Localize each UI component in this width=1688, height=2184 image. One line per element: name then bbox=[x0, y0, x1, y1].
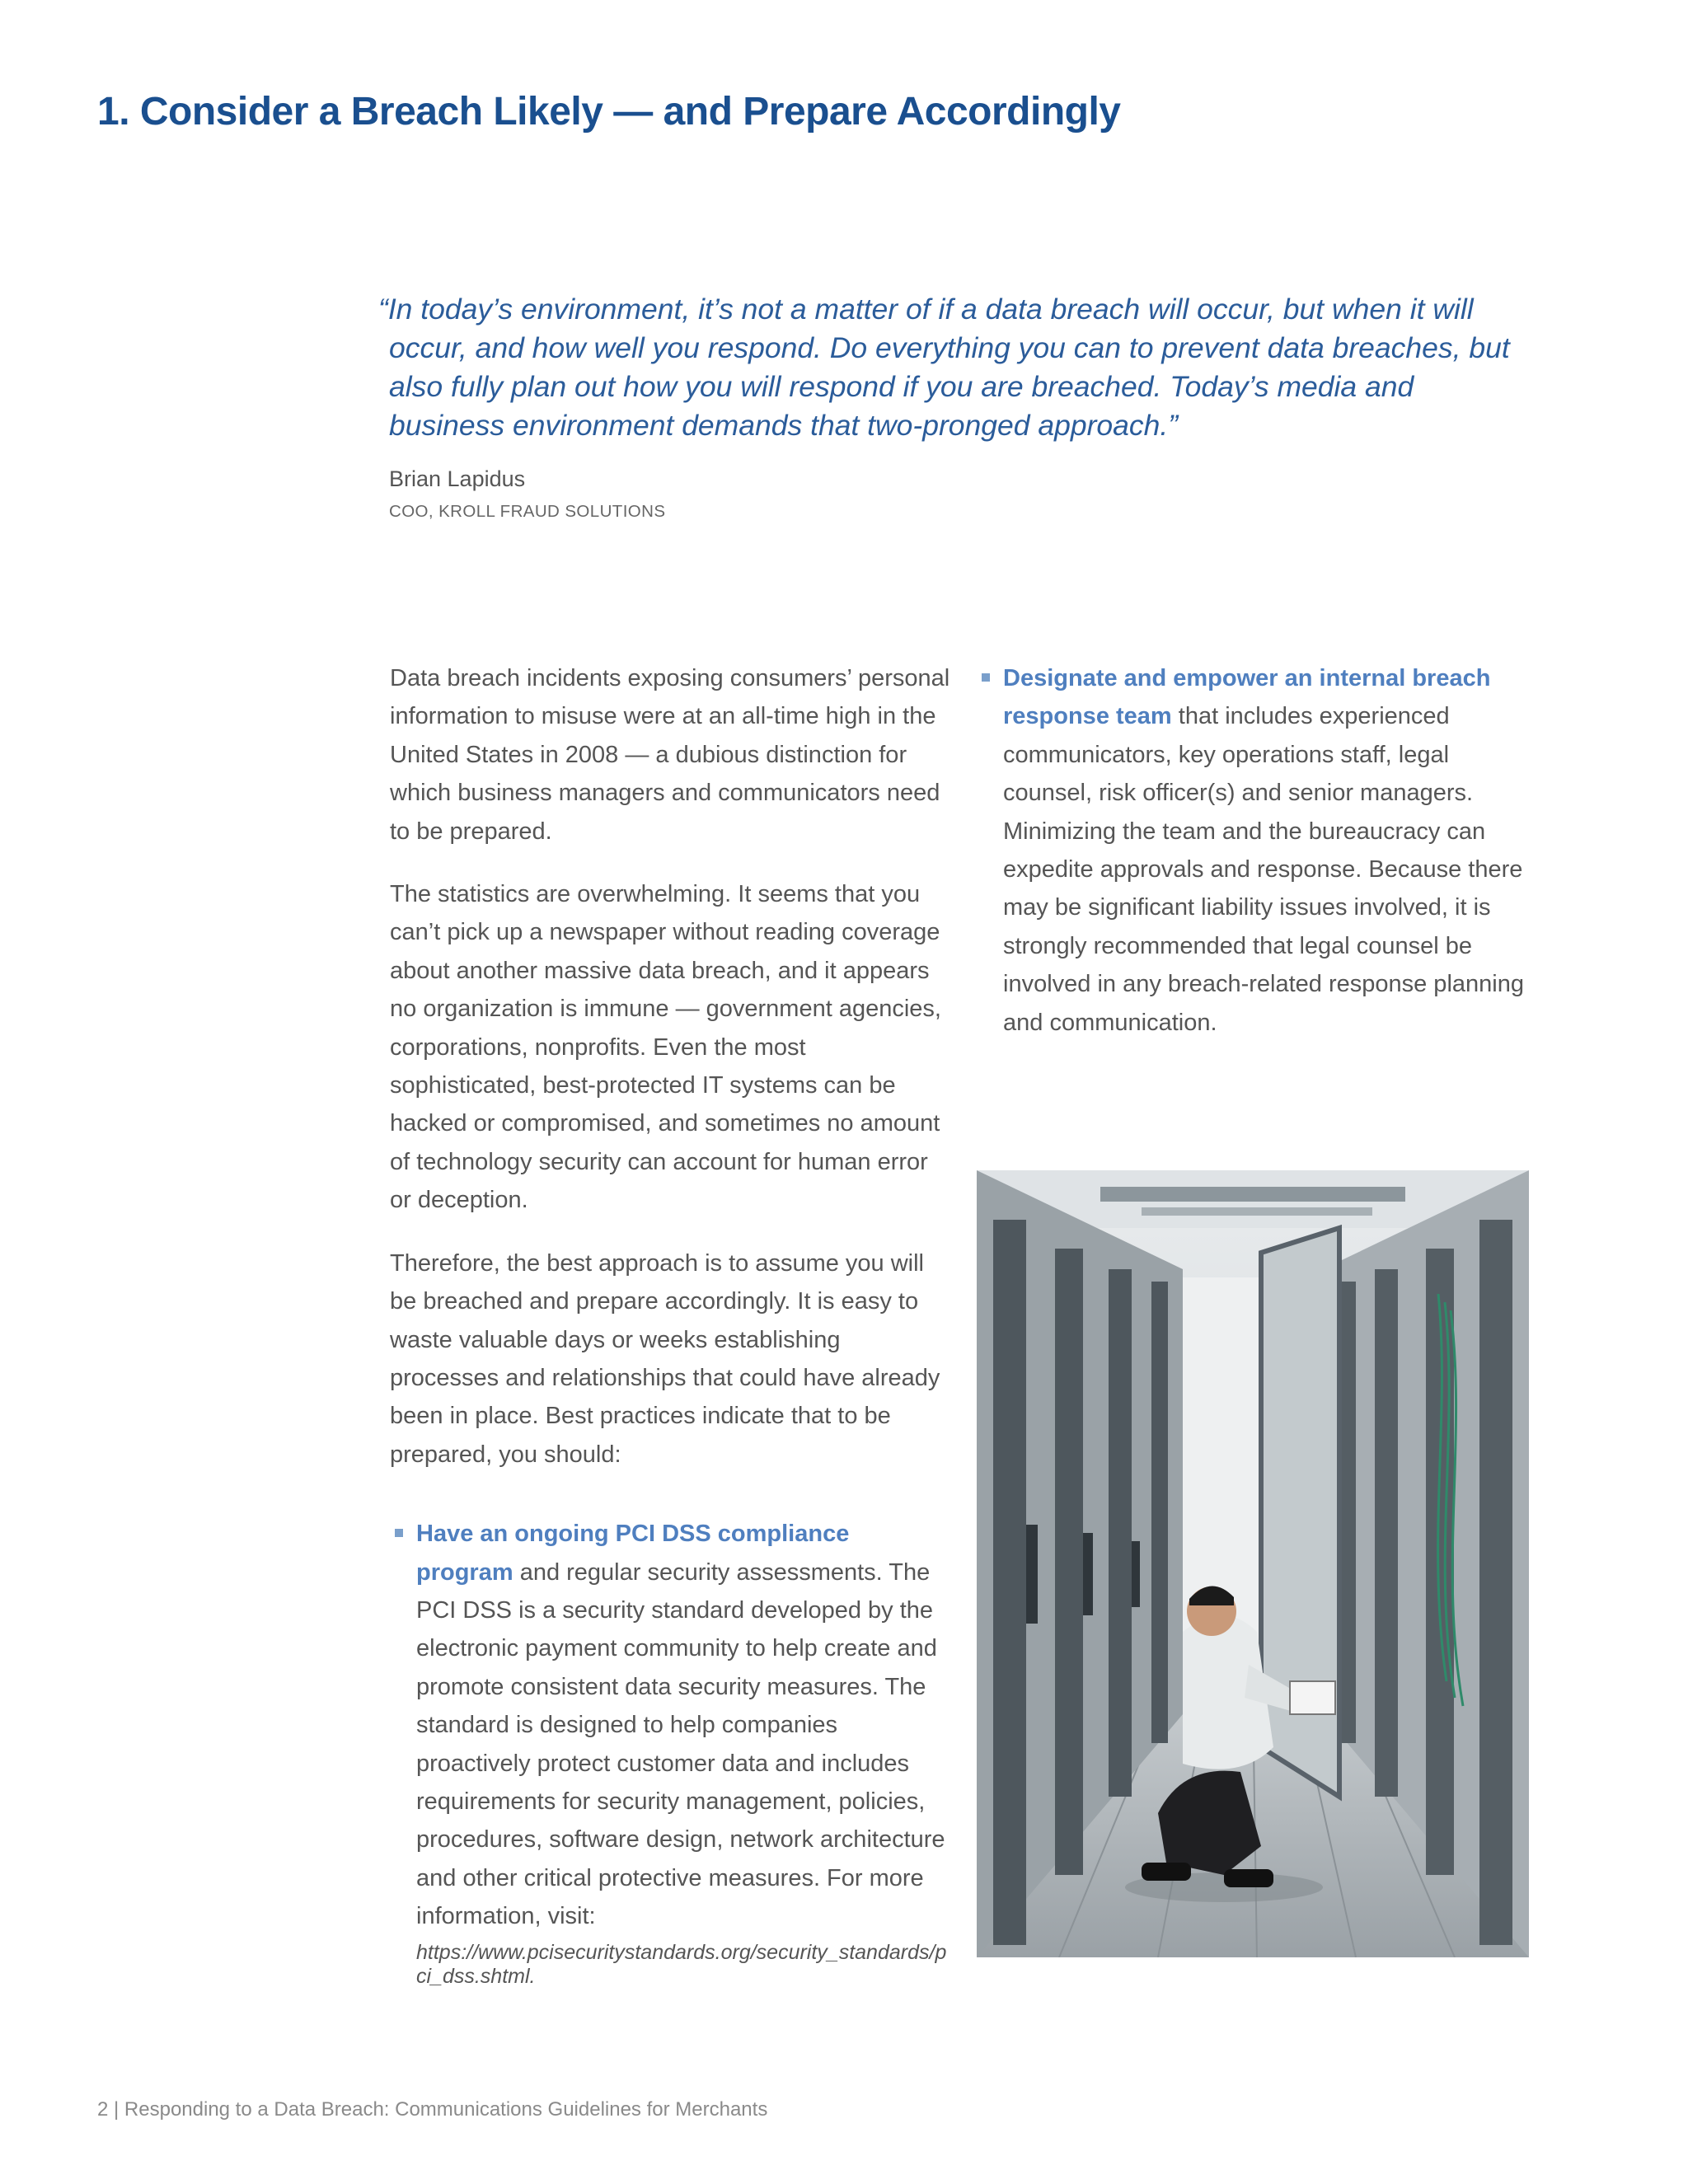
bullet-lead-text: Designate and empower an internal breach response team bbox=[1003, 665, 1491, 730]
bullet-pci-dss bbox=[390, 1515, 950, 1988]
bullet-response-team bbox=[977, 659, 1541, 1042]
body-paragraph: The statistics are overwhelming. It seems that you can’t pick up a newspaper without reading coverage about another massive data breach, and it appears no organization is immune — government agencies, corporations, nonprofits. Even the most sophisticated, best-protected IT systems can be hacked or compromised, and sometimes no amount of technology security can account for human error or deception. bbox=[390, 881, 941, 1214]
body-paragraph: Therefore, the best approach is to assume you will be breached and prepare accordingly. It is easy to waste valuable days or weeks establishing processes and relationships that could have already been in place. Best practices indicate that to be prepared, you should: bbox=[390, 1249, 940, 1468]
right-column bbox=[977, 659, 1541, 1042]
bullet-square-icon bbox=[982, 673, 990, 682]
bullet-body-text: and regular security assessments. The PCI DSS is a security standard developed by the electronic payment community to help create and promote consistent data security measures. The standard is designed to help companies proactively protect customer data and includes requirements for security management, policies, procedures, software design, network architecture and other critical protective measures. For more information, visit: bbox=[416, 1558, 945, 1930]
bullet-lead-text: Have an ongoing PCI DSS compliance program bbox=[416, 1521, 850, 1586]
quote-author: Brian Lapidus bbox=[389, 466, 526, 491]
pci-dss-url-link[interactable]: https://www.pcisecuritystandards.org/security_standards/pci_dss.shtml. bbox=[416, 1940, 947, 1988]
server-room-photo bbox=[977, 1170, 1529, 1957]
bullet-square-icon bbox=[395, 1529, 403, 1537]
pull-quote bbox=[379, 290, 1533, 522]
page-footer: 2 | Responding to a Data Breach: Communications Guidelines for Merchants bbox=[97, 2098, 768, 2121]
page-heading: 1. Consider a Breach Likely — and Prepare Accordingly bbox=[97, 90, 1121, 134]
server-room-illustration bbox=[977, 1170, 1529, 1957]
bullet-body-text: that includes experienced communicators, key operations staff, legal counsel, risk officer(s) and senior managers. Minimizing the team and the bureaucracy can expedite approvals and response. Because there may be significant liability issues involved, it is strongly recommended that legal counsel be involved in any breach-related response planning and communication. bbox=[1003, 703, 1524, 1036]
left-column bbox=[390, 659, 950, 1989]
quote-author-role: COO, KROLL FRAUD SOLUTIONS bbox=[389, 502, 666, 521]
body-paragraph: Data breach incidents exposing consumers’ personal information to misuse were at an all-time high in the United States in 2008 — a dubious distinction for which business managers and communicators need to be prepared. bbox=[390, 665, 950, 845]
quote-text: “In today’s environment, it’s not a matter of if a data breach will occur, but when it will occur, and how well you respond. Do everything you can to prevent data breaches, but also fully plan out how you will respond if you are breached. Today’s media and business environment demands that two-pronged approach.” bbox=[378, 293, 1510, 442]
